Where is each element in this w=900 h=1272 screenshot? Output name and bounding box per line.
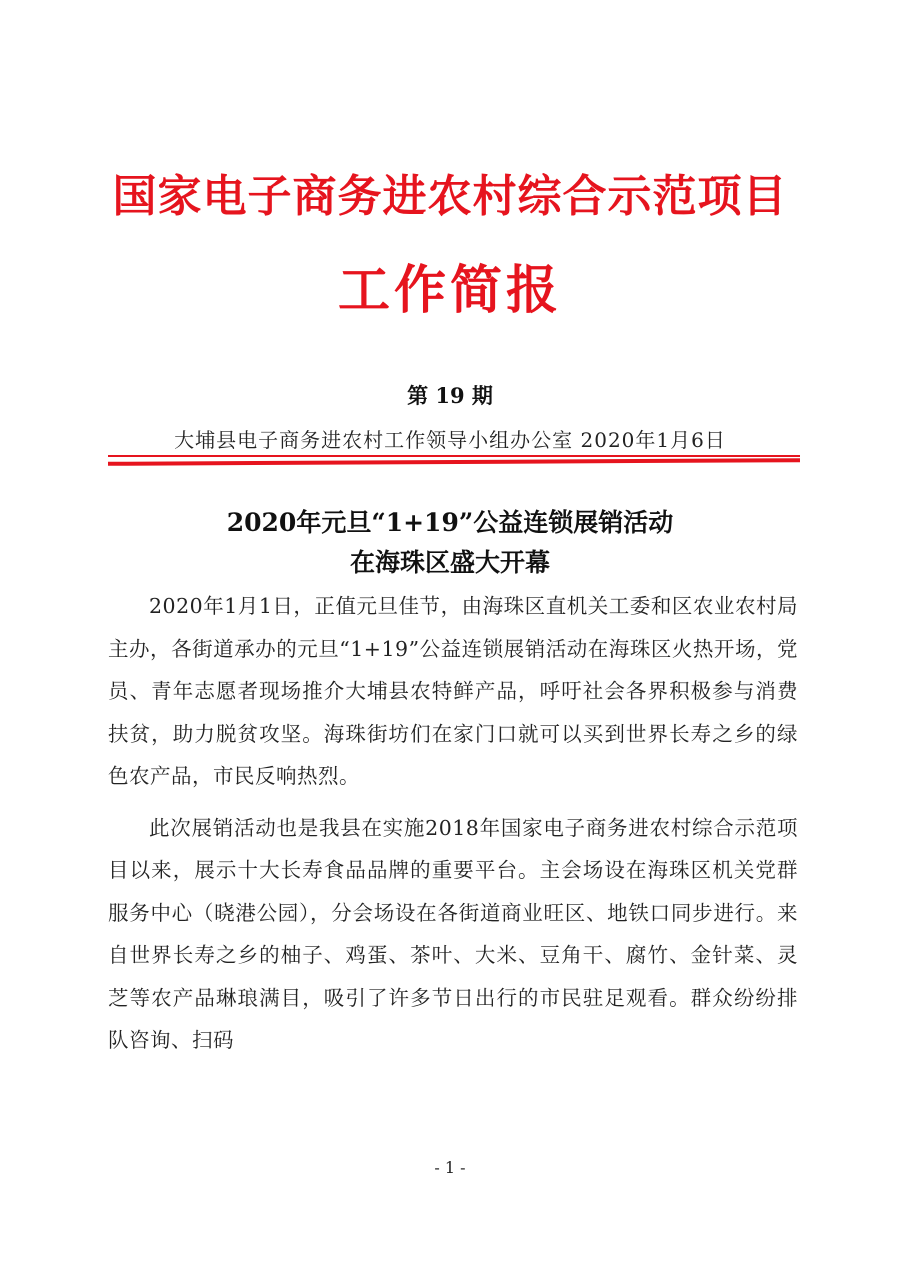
article-body — [108, 585, 798, 1071]
article-paragraph-2: 此次展销活动也是我县在实施2018年国家电子商务进农村综合示范项目以来，展示十大长寿食品品牌的重要平台。主会场设在海珠区机关党群服务中心（晓港公园），分会场设在各街道商业旺区、地铁口同步进行。来自世界长寿之乡的柚子、鸡蛋、茶叶、大米、豆角干、腐竹、金针菜、灵芝等农产品琳琅满目，吸引了许多节日出行的市民驻足观看。群众纷纷排队咨询、扫码 — [108, 815, 798, 1052]
red-divider-thick — [108, 458, 800, 466]
article-title-line2: 在海珠区盛大开幕 — [349, 548, 550, 577]
masthead-subtitle: 工作简报 — [337, 260, 562, 321]
article-paragraph-1: 2020年1月1日，正值元旦佳节，由海珠区直机关工委和区农业农村局主办，各街道承办的元旦“1+19”公益连锁展销活动在海珠区火热开场，党员、青年志愿者现场推介大埔县农特鲜产品，呼吁社会各界积极参与消费扶贫，助力脱贫攻坚。海珠街坊们在家门口就可以买到世界长寿之乡的绿色农产品，市民反响热烈。 — [108, 594, 798, 788]
red-divider-thin — [108, 455, 800, 457]
issue-number: 第 19 期 — [407, 383, 493, 408]
article-title-line1: 2020年元旦“1+19”公益连锁展销活动 — [226, 508, 674, 537]
page-number: - 1 - — [434, 1158, 466, 1177]
issuer-and-date: 大埔县电子商务进农村工作领导小组办公室 2020年1月6日 — [174, 428, 726, 452]
masthead-title: 国家电子商务进农村综合示范项目 — [112, 171, 788, 222]
article-title — [0, 503, 900, 583]
